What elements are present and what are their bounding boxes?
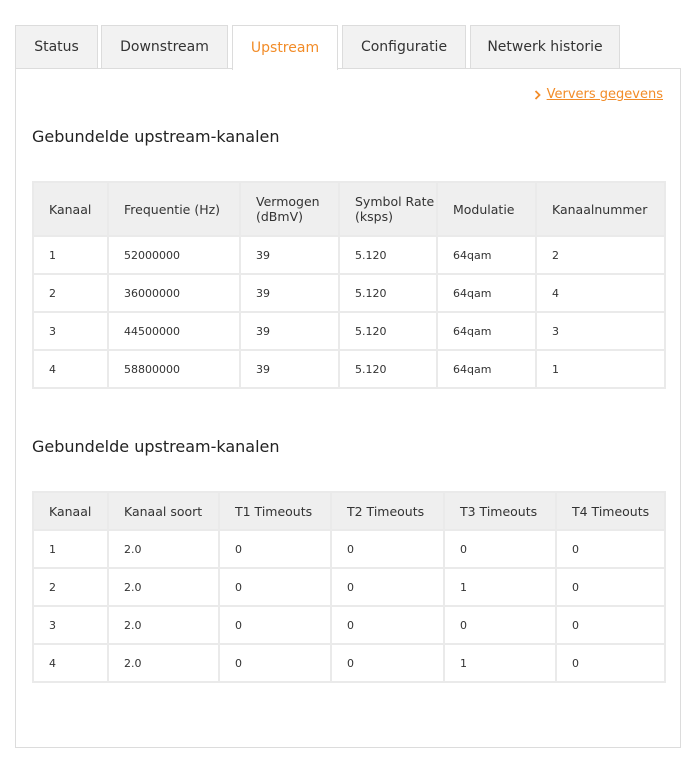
tab-downstream[interactable]: Downstream (101, 25, 228, 68)
cell-modulatie: 64qam (437, 274, 536, 312)
cell-kanaalnummer: 3 (536, 312, 665, 350)
cell-modulatie: 64qam (437, 236, 536, 274)
cell-kanaal: 2 (33, 274, 108, 312)
cell-t3-timeouts: 0 (444, 606, 556, 644)
column-header: Symbol Rate (ksps) (339, 182, 437, 236)
table-row (33, 530, 665, 568)
cell-kanaal-soort: 2.0 (108, 530, 219, 568)
section-title-timeouts: Gebundelde upstream-kanalen (32, 437, 280, 456)
cell-symbol-rate: 5.120 (339, 350, 437, 388)
column-header: Vermogen (dBmV) (240, 182, 339, 236)
cell-vermogen: 39 (240, 274, 339, 312)
cell-frequentie: 58800000 (108, 350, 240, 388)
cell-t2-timeouts: 0 (331, 606, 444, 644)
cell-t4-timeouts: 0 (556, 530, 665, 568)
section-title-channels: Gebundelde upstream-kanalen (32, 127, 280, 146)
cell-t1-timeouts: 0 (219, 606, 331, 644)
cell-t4-timeouts: 0 (556, 606, 665, 644)
tab-bar (15, 25, 694, 69)
table-row (33, 274, 665, 312)
cell-t1-timeouts: 0 (219, 644, 331, 682)
chevron-right-icon (534, 90, 542, 100)
cell-kanaal: 4 (33, 644, 108, 682)
column-header: T4 Timeouts (556, 492, 665, 530)
cell-t3-timeouts: 1 (444, 568, 556, 606)
table-row (33, 644, 665, 682)
cell-t2-timeouts: 0 (331, 644, 444, 682)
cell-vermogen: 39 (240, 350, 339, 388)
cell-modulatie: 64qam (437, 312, 536, 350)
cell-kanaalnummer: 2 (536, 236, 665, 274)
cell-symbol-rate: 5.120 (339, 274, 437, 312)
tab-status[interactable]: Status (15, 25, 98, 68)
table-row (33, 350, 665, 388)
cell-t4-timeouts: 0 (556, 644, 665, 682)
upstream-timeouts-table (32, 491, 666, 683)
refresh-label[interactable]: Ververs gegevens (546, 87, 663, 102)
cell-t2-timeouts: 0 (331, 530, 444, 568)
cell-kanaal: 3 (33, 312, 108, 350)
cell-t3-timeouts: 1 (444, 644, 556, 682)
cell-vermogen: 39 (240, 236, 339, 274)
cell-symbol-rate: 5.120 (339, 312, 437, 350)
cell-kanaal: 1 (33, 236, 108, 274)
cell-symbol-rate: 5.120 (339, 236, 437, 274)
table-header-row (33, 182, 665, 236)
upstream-panel (15, 68, 681, 748)
table-header-row (33, 492, 665, 530)
tab-configuratie[interactable]: Configuratie (342, 25, 466, 68)
cell-t4-timeouts: 0 (556, 568, 665, 606)
cell-kanaal-soort: 2.0 (108, 568, 219, 606)
tab-upstream[interactable]: Upstream (232, 25, 338, 70)
table-row (33, 606, 665, 644)
cell-frequentie: 36000000 (108, 274, 240, 312)
cell-t1-timeouts: 0 (219, 530, 331, 568)
column-header: Kanaal (33, 182, 108, 236)
cell-kanaal: 4 (33, 350, 108, 388)
cell-t1-timeouts: 0 (219, 568, 331, 606)
table-row (33, 312, 665, 350)
cell-frequentie: 44500000 (108, 312, 240, 350)
cell-kanaal-soort: 2.0 (108, 644, 219, 682)
column-header: Frequentie (Hz) (108, 182, 240, 236)
cell-kanaal-soort: 2.0 (108, 606, 219, 644)
column-header: T3 Timeouts (444, 492, 556, 530)
column-header: Kanaal (33, 492, 108, 530)
column-header: Kanaalnummer (536, 182, 665, 236)
column-header: Kanaal soort (108, 492, 219, 530)
cell-kanaal: 1 (33, 530, 108, 568)
table-row (33, 568, 665, 606)
column-header: Modulatie (437, 182, 536, 236)
cell-kanaal: 3 (33, 606, 108, 644)
cell-vermogen: 39 (240, 312, 339, 350)
cell-t2-timeouts: 0 (331, 568, 444, 606)
cell-kanaalnummer: 4 (536, 274, 665, 312)
cell-kanaalnummer: 1 (536, 350, 665, 388)
table-row (33, 236, 665, 274)
cell-kanaal: 2 (33, 568, 108, 606)
cell-t3-timeouts: 0 (444, 530, 556, 568)
column-header: T2 Timeouts (331, 492, 444, 530)
column-header: T1 Timeouts (219, 492, 331, 530)
upstream-channels-table (32, 181, 666, 389)
refresh-link[interactable] (534, 87, 663, 102)
cell-frequentie: 52000000 (108, 236, 240, 274)
tab-netwerk-historie[interactable]: Netwerk historie (470, 25, 620, 68)
cell-modulatie: 64qam (437, 350, 536, 388)
